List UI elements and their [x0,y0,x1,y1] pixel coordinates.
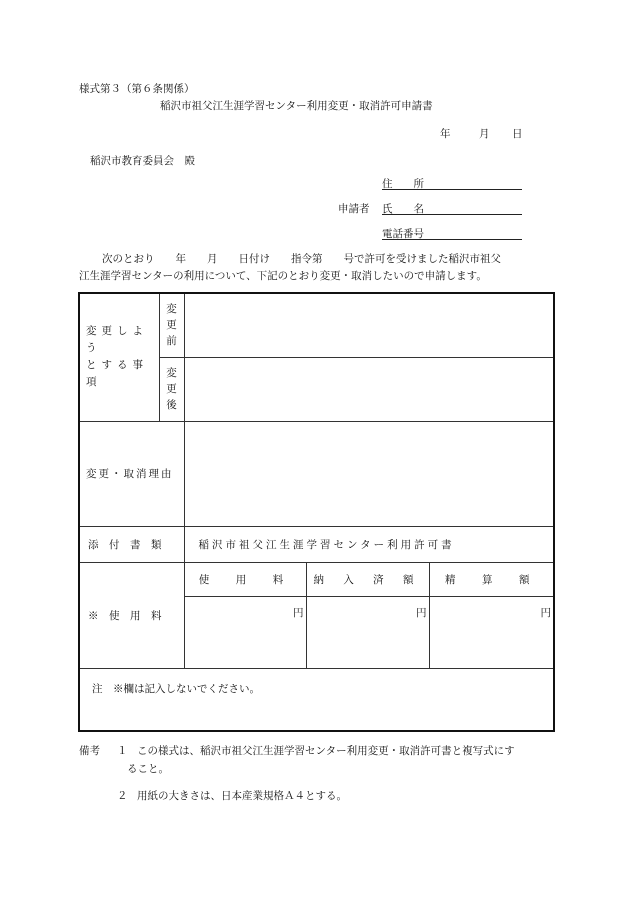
after-char-1: 変 [166,367,177,379]
application-form-table [78,292,555,732]
address-field[interactable] [382,176,522,190]
fee-column-settlement: 精 算 額 [429,562,554,596]
reason-label: 変更・取消理由 [79,421,184,526]
change-item-label-cell [79,293,159,421]
settlement-amount-cell[interactable] [429,596,554,668]
fee-column-usage: 使 用 料 [184,562,306,596]
phone-label: 電話番号 [382,228,424,240]
date-month-label: 月 [479,128,490,140]
applicant-label: 申請者 [338,203,370,215]
date-year-label: 年 [440,128,451,140]
after-char-2: 更 [166,383,177,395]
name-label: 氏 名 [382,203,424,215]
remark-2-number: ２ [117,790,128,802]
fee-column-paid: 納 入 済 額 [306,562,429,596]
intro-line-2: 江生涯学習センターの利用について、下記のとおり変更・取消したいので申請します。 [79,270,487,282]
yen-unit: 円 [416,606,427,619]
before-char-3: 前 [166,335,177,348]
addressee: 稲沢市教育委員会 殿 [90,155,195,167]
date-day-label: 日 [512,128,523,140]
usage-fee-cell[interactable] [184,596,306,668]
remark-1-line-1: この様式は、稲沢市祖父江生涯学習センター利用変更・取消許可書と複写式にす [137,745,515,757]
change-item-label-1: 変更しよう [86,325,148,355]
phone-field[interactable] [382,226,522,240]
after-value-cell[interactable] [184,357,554,421]
before-char-1: 変 [166,303,177,316]
page-title: 稲沢市祖父江生涯学習センター利用変更・取消許可申請書 [160,100,433,112]
yen-unit: 円 [540,606,551,619]
form-number: 様式第３（第６条関係） [79,83,195,95]
note: 注 ※欄は記入しないでください。 [79,668,554,731]
attachment-label: 添 付 書 類 [79,526,184,562]
before-char-2: 更 [166,319,177,332]
reason-value-cell[interactable] [184,421,554,526]
before-label-cell [159,293,184,357]
before-value-cell[interactable] [184,293,554,357]
name-field[interactable] [382,201,522,215]
yen-unit: 円 [293,606,304,619]
after-char-3: 後 [166,399,177,411]
remark-2-text: 用紙の大きさは、日本産業規格Ａ４とする。 [137,790,347,802]
intro-line-1: 次のとおり 年 月 日付け 指令第 号で許可を受けました稲沢市祖父 [102,253,501,265]
attachment-value: 稲沢市祖父江生涯学習センター利用許可書 [184,526,554,562]
after-label-cell [159,357,184,421]
address-label: 住 所 [382,178,424,190]
remark-1-number: １ [117,745,128,757]
paid-amount-cell[interactable] [306,596,429,668]
fee-label: ※ 使 用 料 [79,562,184,668]
remarks-label: 備考 [79,745,100,757]
change-item-label-2: とする事項 [86,359,148,389]
remark-1-line-2: ること。 [127,763,169,775]
